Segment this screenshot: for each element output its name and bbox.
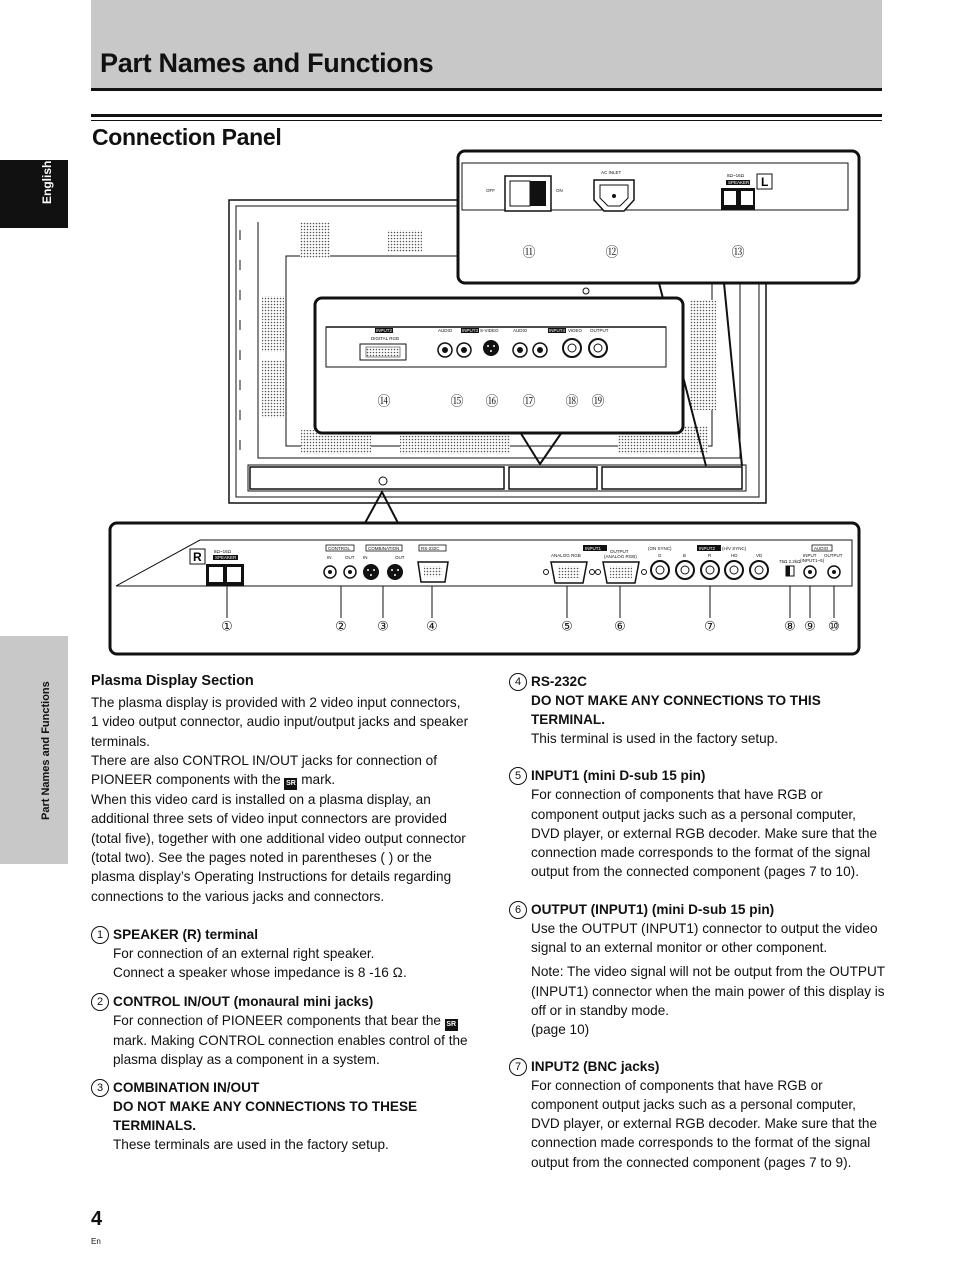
item-2-title: CONTROL IN/OUT (monaural mini jacks) <box>113 993 374 1009</box>
speaker-l-label: SPEAKER <box>728 180 750 185</box>
plasma-p2-end: mark. <box>301 772 336 788</box>
r-label: R <box>708 553 712 558</box>
item-2-body <box>113 1011 471 1070</box>
ac-inlet-label: AC INLET <box>601 170 622 175</box>
item-7-number: 7 <box>509 1058 527 1076</box>
audio-label-4: AUDIO <box>513 328 528 333</box>
item-3-number: 3 <box>91 1079 109 1097</box>
middle-inset <box>315 298 683 433</box>
item-1 <box>91 925 471 983</box>
callout-15: ⑮ <box>450 394 464 410</box>
plasma-p3: When this video card is installed on a plasma display, an additional three sets of video input connectors are provided (total five), together with one additional video output connector (total two). See the pages noted in parentheses ( ) or the plasma display’s Operating Instructions for details regarding connections to the various jacks and connectors. <box>91 792 466 904</box>
callout-11: ⑪ <box>522 245 536 261</box>
item-5-number: 5 <box>509 767 527 785</box>
item-4-number: 4 <box>509 673 527 691</box>
callout-4: ④ <box>426 619 438 635</box>
b-label: B <box>683 553 687 558</box>
item-1-body1: For connection of an external right speaker. <box>113 945 375 961</box>
callout-16: ⑯ <box>485 394 499 410</box>
input2-bnc-label: INPUT2 <box>699 546 716 551</box>
tab-english-label: English <box>40 160 54 204</box>
control-in-label: IN <box>327 555 332 560</box>
on-sync-label: (ON SYNC) <box>648 546 672 551</box>
audio-label-3: AUDIO <box>438 328 453 333</box>
sr-mark-icon: SR <box>284 778 297 790</box>
item-5 <box>509 766 885 881</box>
rs232c-label: RS-232C <box>421 546 440 551</box>
item-4 <box>509 672 885 748</box>
callout-18: ⑱ <box>565 394 579 410</box>
item-1-title: SPEAKER (R) terminal <box>113 926 259 942</box>
item-3-title2: DO NOT MAKE ANY CONNECTIONS TO THESE TERMINALS. <box>113 1099 418 1134</box>
callout-14: ⑭ <box>377 394 391 410</box>
callout-3: ③ <box>377 619 389 635</box>
item-3-body: These terminals are used in the factory setup. <box>113 1137 389 1153</box>
combination-in-label: IN <box>363 555 368 560</box>
input4-label: INPUT4 <box>549 328 566 333</box>
speaker-r-label: SPEAKER <box>215 555 237 560</box>
plasma-p1: The plasma display is provided with 2 video input connectors, 1 video output connector, audio input/output jacks and speaker terminals. <box>91 695 469 749</box>
audio-input-label: INPUT <box>803 553 817 558</box>
callout-6: ⑥ <box>614 619 626 635</box>
plasma-p2 <box>91 751 471 790</box>
off-label: OFF <box>486 188 495 193</box>
vd-label: VD <box>756 553 763 558</box>
g-label: G <box>658 553 662 558</box>
svideo-label: S-VIDEO <box>480 328 499 333</box>
callout-5: ⑤ <box>561 619 573 635</box>
item-6 <box>509 900 885 1040</box>
item-1-number: 1 <box>91 926 109 944</box>
page-title: Part Names and Functions <box>100 48 434 78</box>
item-6-note-page: (page 10) <box>531 1022 590 1038</box>
callout-8: ⑧ <box>784 619 796 635</box>
control-label: CONTROL <box>328 546 351 551</box>
combination-label: COMBINATION <box>368 546 400 551</box>
on-label: ON <box>556 188 563 193</box>
item-6-body: Use the OUTPUT (INPUT1) connector to output the video signal to an external monitor or other component. <box>531 920 878 956</box>
item-7-title: INPUT2 (BNC jacks) <box>531 1058 660 1074</box>
digital-rgb-label: DIGITAL RGB <box>371 336 400 341</box>
section-title: Connection Panel <box>92 124 282 150</box>
item-1-body2: Connect a speaker whose impedance is 8 -16 Ω. <box>113 965 407 981</box>
output-analog-label: OUTPUT <box>610 549 629 554</box>
left-column <box>91 672 471 1154</box>
item-2 <box>91 992 471 1070</box>
item-2-body-a: For connection of PIONEER components that bear the <box>113 1012 441 1028</box>
callout-12: ⑫ <box>605 245 619 261</box>
callout-9: ⑨ <box>804 619 816 635</box>
output-label: OUTPUT <box>590 328 609 333</box>
item-4-title2: DO NOT MAKE ANY CONNECTIONS TO THIS TERMINAL. <box>531 693 821 727</box>
callout-19: ⑲ <box>591 394 605 410</box>
right-column <box>509 672 885 1172</box>
combination-out-label: OUT <box>395 555 405 560</box>
item-5-title: INPUT1 (mini D-sub 15 pin) <box>531 768 706 784</box>
item-4-body: This terminal is used in the factory setup. <box>531 731 779 746</box>
inset-side-l: L <box>761 175 769 189</box>
inset-side-r: R <box>193 550 202 564</box>
audio-input-range: (INPUT1~5) <box>800 558 825 563</box>
top-inset <box>458 151 859 283</box>
hv-sync-label: (H/V SYNC) <box>722 546 747 551</box>
callout-10: ⑩ <box>828 619 840 635</box>
analog-rgb-label: ANALOG RGB <box>551 553 581 558</box>
hd-label: HD <box>731 553 738 558</box>
page-lang: En <box>91 1237 101 1246</box>
page-number: 4 <box>91 1208 103 1230</box>
input3-label: INPUT3 <box>462 328 479 333</box>
audio-section-label: AUDIO <box>814 546 829 551</box>
control-out-label: OUT <box>345 555 355 560</box>
item-5-body: For connection of components that have RGB or component output jacks such as a personal computer, DVD player, or external RGB decoder. Make sure that the connection made corresponds to the format of the signal output from the connected component (pages 7 to 10). <box>531 787 878 880</box>
sr-mark-icon: SR <box>445 1019 458 1031</box>
input2-label: INPUT2 <box>376 328 393 333</box>
item-3-title1: COMBINATION IN/OUT <box>113 1080 260 1096</box>
tab-part-names <box>0 636 68 864</box>
audio-output-label: OUTPUT <box>824 553 843 558</box>
speaker-l-impedance: 8Ω~16Ω <box>727 173 745 178</box>
speaker-r-impedance: 8Ω~16Ω <box>214 549 232 554</box>
plasma-heading: Plasma Display Section <box>91 673 254 689</box>
tab-part-names-label: Part Names and Functions <box>40 681 52 820</box>
bottom-inset <box>110 523 859 654</box>
item-7 <box>509 1057 885 1172</box>
callout-13: ⑬ <box>731 245 745 261</box>
item-6-number: 6 <box>509 901 527 919</box>
callout-7: ⑦ <box>704 619 716 635</box>
callout-17: ⑰ <box>522 394 536 410</box>
item-2-body-b: mark. Making CONTROL connection enables control of the plasma display as a component in a system. <box>113 1032 468 1067</box>
item-6-note: Note: The video signal will not be output from the OUTPUT (INPUT1) connector when the main power of this display is off or in standby mode. <box>531 964 885 1018</box>
plasma-p2-text: There are also CONTROL IN/OUT jacks for connection of PIONEER components with the <box>91 752 438 788</box>
output-analog-rgb-label: (ANALOG RGB) <box>604 554 637 559</box>
video-label: VIDEO <box>568 328 583 333</box>
item-7-body: For connection of components that have RGB or component output jacks such as a personal computer, DVD player, or external RGB decoder. Make sure that the connection made corresponds to the format of the signal output from the connected component (pages 7 to 9). <box>531 1077 878 1170</box>
item-6-title: OUTPUT (INPUT1) (mini D-sub 15 pin) <box>531 901 775 917</box>
item-4-title1: RS-232C <box>531 674 587 689</box>
callout-1: ① <box>221 619 233 635</box>
item-2-number: 2 <box>91 993 109 1011</box>
ohm-label: 75Ω 2.2kΩ <box>779 559 801 564</box>
callout-2: ② <box>335 619 347 635</box>
input1-label: INPUT1 <box>585 546 602 551</box>
item-3 <box>91 1078 471 1154</box>
